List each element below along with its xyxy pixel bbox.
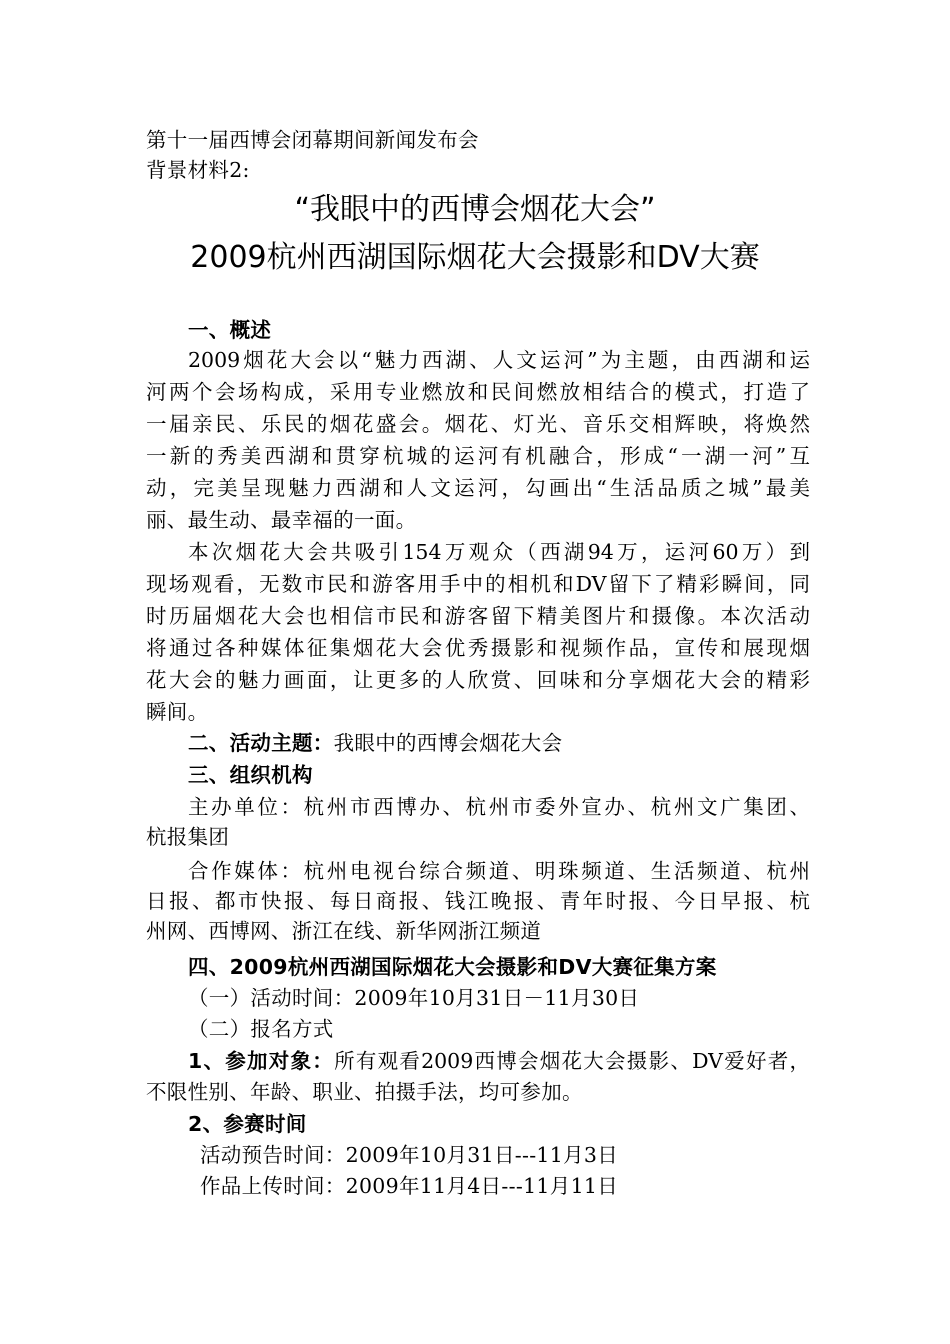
- section-1-para-1-line-5: 动，完美呈现魅力西湖和人文运河，勾画出“生活品质之城”最美: [146, 476, 810, 500]
- section-4-item-2-label: 2、参赛时间: [188, 1112, 307, 1136]
- header-line-1: 第十一届西博会闭幕期间新闻发布会: [146, 128, 479, 152]
- section-4-item-1-label: 1、参加对象：: [188, 1049, 335, 1073]
- section-4-item-1-line: [188, 1046, 810, 1076]
- section-2-line: [188, 728, 562, 758]
- section-1-para-1-line-2: 河两个会场构成，采用专业燃放和民间燃放相结合的模式，打造了: [146, 380, 810, 404]
- section-1-para-1-line-3: 一届亲民、乐民的烟花盛会。烟花、灯光、音乐交相辉映，将焕然: [146, 412, 810, 436]
- section-4-signup-method: （二）报名方式: [188, 1017, 334, 1041]
- section-3-media-line-2: 日报、都市快报、每日商报、钱江晚报、青年时报、今日早报、杭: [146, 889, 810, 913]
- document-title-line-1: “我眼中的西博会烟花大会”: [294, 192, 656, 227]
- section-2-text: 我眼中的西博会烟花大会: [333, 731, 563, 755]
- section-4-activity-time: （一）活动时间：2009年10月31日－11月30日: [188, 986, 640, 1010]
- section-3-media-line-3: 州网、西博网、浙江在线、新华网浙江频道: [146, 919, 542, 943]
- section-4-heading: 四、2009杭州西湖国际烟花大会摄影和DV大赛征集方案: [188, 955, 717, 979]
- section-3-host-line-2: 杭报集团: [146, 825, 230, 849]
- section-1-para-1-line-1: 2009烟花大会以“魅力西湖、人文运河”为主题，由西湖和运: [188, 348, 810, 372]
- section-1-para-2-line-3: 时历届烟花大会也相信市民和游客留下精美图片和摄像。本次活动: [146, 604, 810, 628]
- section-4-item-1-text: 所有观看2009西博会烟花大会摄影、DV爱好者，: [334, 1049, 810, 1073]
- section-1-para-2-line-6: 瞬间。: [146, 700, 209, 724]
- section-1-para-2-line-5: 花大会的魅力画面，让更多的人欣赏、回味和分享烟花大会的精彩: [146, 668, 810, 692]
- section-1-para-2-line-4: 将通过各种媒体征集烟花大会优秀摄影和视频作品，宣传和展现烟: [146, 636, 810, 660]
- section-3-host-line-1: 主办单位：杭州市西博办、杭州市委外宣办、杭州文广集团、: [188, 795, 810, 819]
- header-line-2: 背景材料2:: [146, 158, 250, 182]
- section-1-para-1-line-6: 丽、最生动、最幸福的一面。: [146, 508, 417, 532]
- section-1-para-2-line-1: 本次烟花大会共吸引154万观众（西湖94万，运河60万）到: [188, 540, 810, 564]
- section-4-upload-time: 作品上传时间：2009年11月4日---11月11日: [200, 1174, 619, 1198]
- section-3-media-line-1: 合作媒体：杭州电视台综合频道、明珠频道、生活频道、杭州: [188, 859, 810, 883]
- section-4-item-1-continuation: 不限性别、年龄、职业、拍摄手法，均可参加。: [146, 1080, 583, 1104]
- section-4-preview-time: 活动预告时间：2009年10月31日---11月3日: [200, 1143, 619, 1167]
- section-1-para-2-line-2: 现场观看，无数市民和游客用手中的相机和DV留下了精彩瞬间，同: [146, 572, 810, 596]
- document-title-line-2: 2009杭州西湖国际烟花大会摄影和DV大赛: [190, 240, 760, 275]
- section-2-heading: 二、活动主题：: [188, 731, 334, 755]
- section-3-heading: 三、组织机构: [188, 763, 313, 787]
- section-1-para-1-line-4: 一新的秀美西湖和贯穿杭城的运河有机融合，形成“一湖一河”互: [146, 444, 810, 468]
- section-1-heading: 一、概述: [188, 318, 272, 342]
